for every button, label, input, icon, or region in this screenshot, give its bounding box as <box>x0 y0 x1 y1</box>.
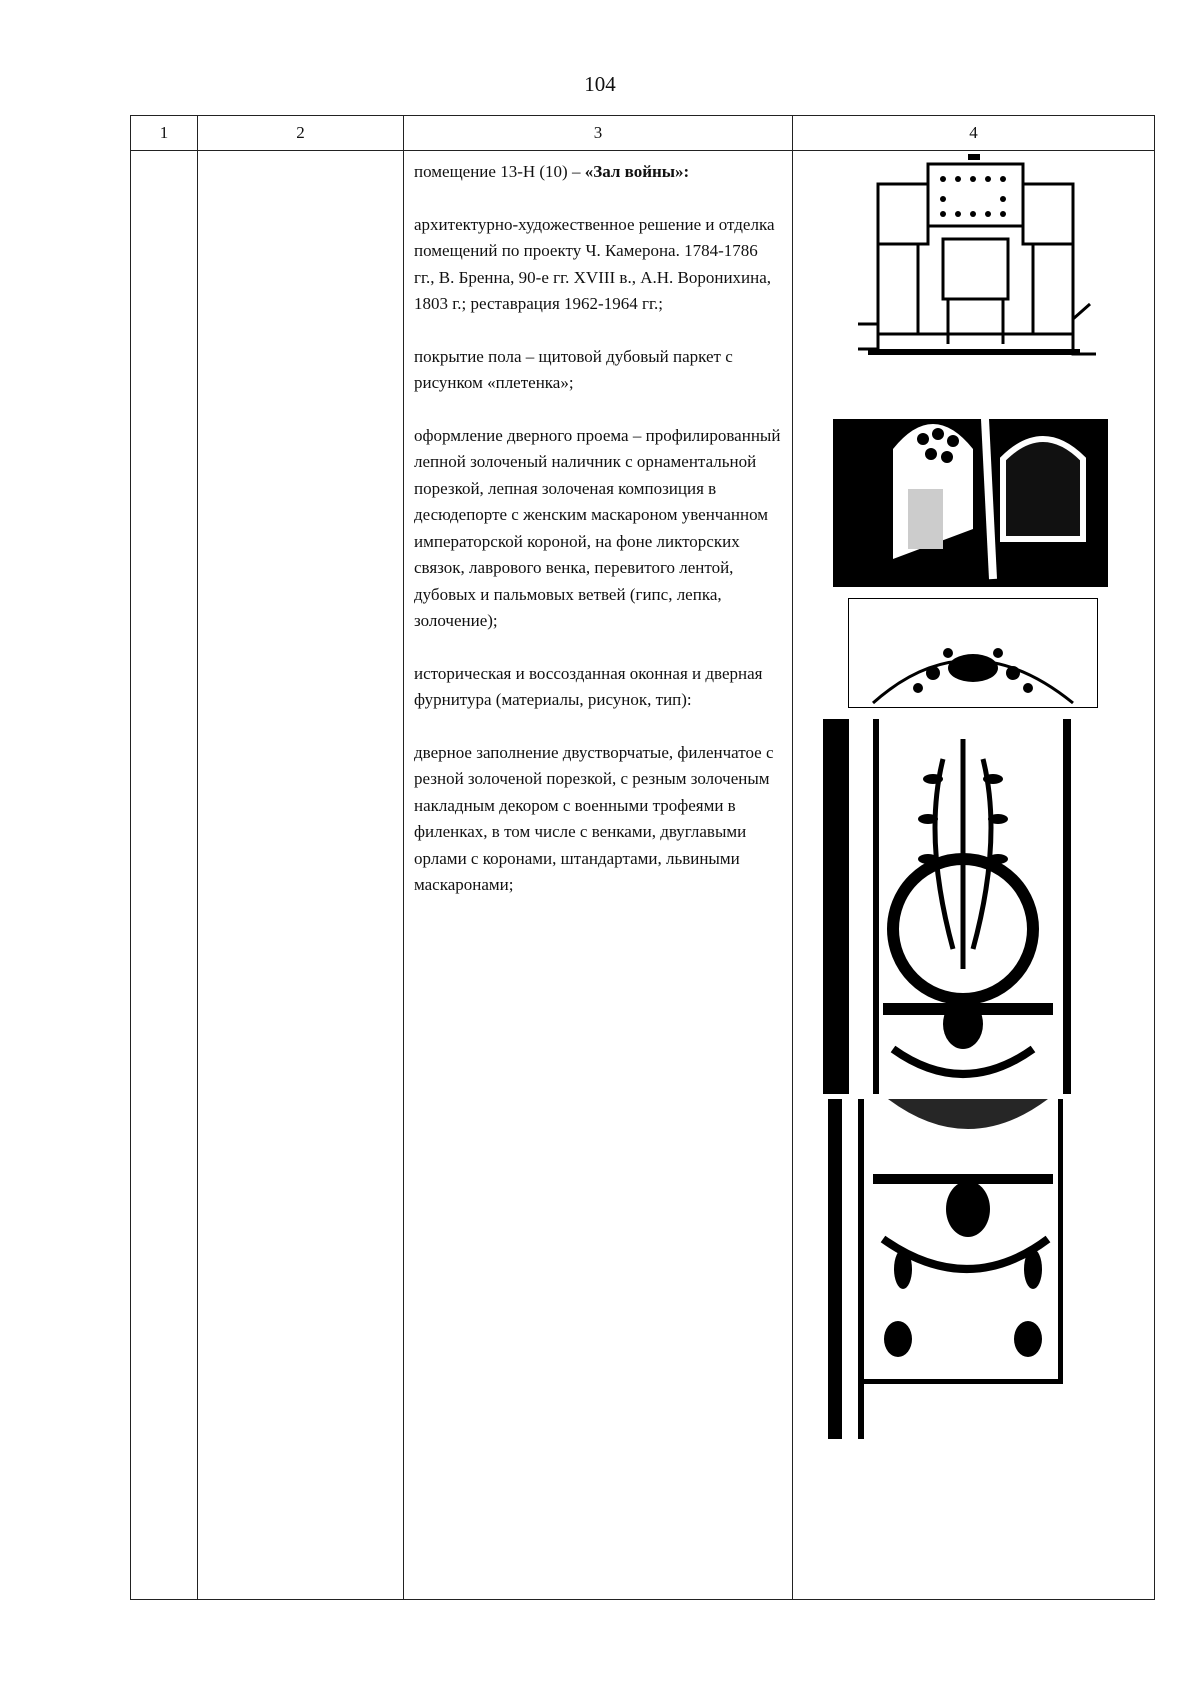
cell-description <box>404 151 793 1600</box>
room-title <box>414 159 782 186</box>
cell-col-1 <box>131 151 198 1600</box>
header-col-2: 2 <box>198 116 404 151</box>
door-panel-upper-image <box>823 719 1098 1094</box>
page-number: 104 <box>584 72 616 96</box>
paragraph-hardware: историческая и воссозданная оконная и дверная фурнитура (материалы, рисунок, тип): <box>414 663 763 709</box>
object-table <box>130 115 1155 1600</box>
header-row <box>131 116 1155 151</box>
header-col-1: 1 <box>131 116 198 151</box>
floor-plan-image <box>848 154 1100 369</box>
paragraph-architecture: архитектурно-художественное решение и отделка помещений по проекту Ч. Камерона. 1784-1786 гг., В. Бренна, 90-е гг. XVIII в., А.Н. Воронихина, 1803 г.; реставрация 1962-1964 гг.; <box>414 214 775 313</box>
overdoor-relief-image <box>848 598 1098 708</box>
room-title-prefix: помещение 13-Н (10) – <box>414 162 585 181</box>
hall-interior-image <box>833 379 1108 587</box>
door-panel-lower-image <box>828 1099 1078 1439</box>
paragraph-door-fill: дверное заполнение двустворчатые, филенчатое с резной золоченой порезкой, с резным золоченым накладным декором с военными трофеями в филенках, в том числе с венками, двуглавыми орлами с коронами, штандартами, львиными маскаронами; <box>414 742 774 894</box>
header-col-4: 4 <box>793 116 1155 151</box>
header-col-3: 3 <box>404 116 793 151</box>
paragraph-doorway: оформление дверного проема – профилированный лепной золоченый наличник с орнаментальной порезкой, лепная золоченая композиция в десюдепорте с женским маскароном увенчанном императорской короной, на фоне ликторских связок, лаврового венка, перевитого лентой, дубовых и пальмовых ветвей (гипс, лепка, золочение); <box>414 425 781 630</box>
table-row <box>131 151 1155 1600</box>
cell-images <box>793 151 1155 1600</box>
cell-col-2 <box>198 151 404 1600</box>
paragraph-floor: покрытие пола – щитовой дубовый паркет с рисунком «плетенка»; <box>414 346 733 392</box>
room-title-name: «Зал войны»: <box>584 162 690 181</box>
